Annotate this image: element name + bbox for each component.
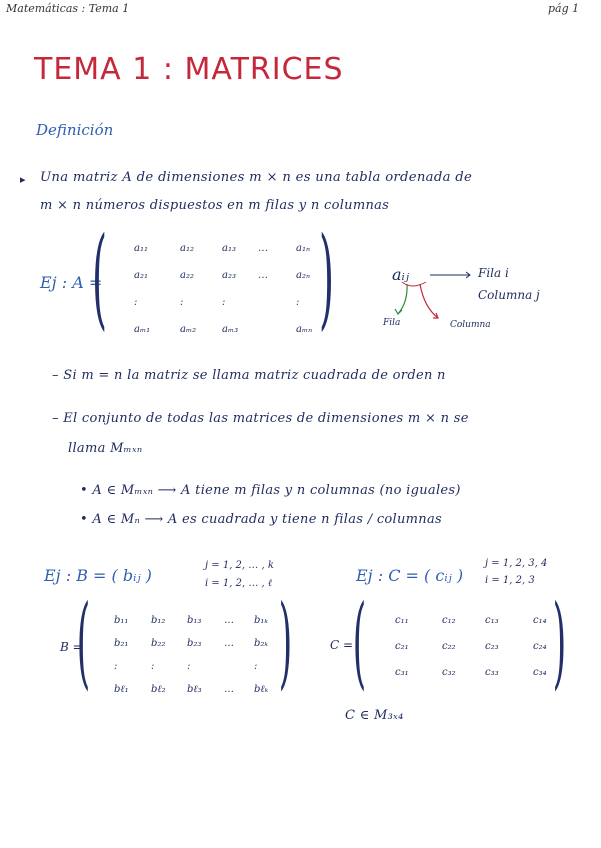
matrix-c-label: C = [330, 638, 354, 652]
definition-line-1: Una matriz A de dimensiones m × n es una tabla ordenada de [40, 170, 473, 185]
matrix-cell: : [296, 297, 300, 308]
matrix-cell: b₁₁ [114, 615, 129, 626]
matrix-cell: b₁₂ [151, 615, 166, 626]
matrix-cell: … [224, 684, 234, 695]
fila-i-label: Fila i [478, 266, 509, 280]
matrix-b-right-paren: ) [278, 583, 293, 700]
matrix-cell: a₁₂ [180, 243, 194, 254]
matrix-cell: aₘ₂ [180, 324, 197, 335]
definition-line-2: m × n números dispuestos en m filas y n columnas [40, 198, 390, 213]
page-title: TEMA 1 : MATRICES [34, 52, 344, 87]
matrix-cell: c₂₂ [442, 641, 456, 652]
note-square-matrix: – Si m = n la matriz se llama matriz cuadrada de orden n [52, 368, 446, 383]
matrix-cell: a₂ₙ [296, 270, 311, 281]
example-c-j-range: j = 1, 2, 3, 4 [485, 558, 548, 569]
matrix-cell: a₂₂ [180, 270, 194, 281]
note-set-line-1: – El conjunto de todas las matrices de dimensiones m × n se [52, 411, 469, 426]
matrix-cell: b₂₁ [114, 638, 129, 649]
page-header-left: Matemáticas : Tema 1 [6, 2, 130, 15]
matrix-c-right-paren: ) [552, 583, 567, 700]
page-number: pág 1 [548, 2, 580, 15]
matrix-cell: aₘ₃ [222, 324, 239, 335]
bullet-mn: • A ∈ Mₙ ⟶ A es cuadrada y tiene n filas / columnas [80, 512, 442, 527]
matrix-cell: bℓₖ [254, 684, 269, 695]
matrix-cell: bℓ₂ [151, 684, 166, 695]
example-b-label: Ej : B = ( bᵢⱼ ) [44, 566, 152, 585]
matrix-cell: a₁₁ [134, 243, 148, 254]
matrix-cell: b₂ₖ [254, 638, 269, 649]
matrix-cell: : [180, 297, 184, 308]
matrix-cell: a₁₃ [222, 243, 236, 254]
matrix-cell: : [114, 661, 118, 672]
matrix-cell: aₘ₁ [134, 324, 151, 335]
example-b-j-range: j = 1, 2, … , k [205, 560, 274, 571]
matrix-cell: c₃₂ [442, 667, 456, 678]
fila-arrow-label: Fila [383, 318, 401, 328]
matrix-cell: a₂₁ [134, 270, 148, 281]
matrix-c-left-paren: ( [352, 583, 367, 700]
matrix-cell: : [222, 297, 226, 308]
matrix-cell: c₁₂ [442, 615, 456, 626]
bullet-arrow-icon: ▸ [20, 173, 26, 186]
matrix-a-right-paren: ) [318, 213, 334, 341]
example-c-i-range: i = 1, 2, 3 [485, 575, 535, 586]
matrix-cell: a₁ₙ [296, 243, 311, 254]
matrix-cell: c₂₄ [533, 641, 547, 652]
matrix-cell: … [258, 243, 268, 254]
matrix-cell: : [187, 661, 191, 672]
aij-element: aᵢⱼ [392, 265, 409, 284]
bullet-mmxn: • A ∈ Mₘₓₙ ⟶ A tiene m filas y n columnas (no iguales) [80, 483, 461, 498]
matrix-cell: aₘₙ [296, 324, 313, 335]
matrix-b-left-paren: ( [76, 583, 91, 700]
columna-j-label: Columna j [478, 288, 540, 302]
matrix-cell: : [151, 661, 155, 672]
matrix-cell: b₁ₖ [254, 615, 269, 626]
note-set-line-2: llama Mₘₓₙ [68, 441, 143, 456]
matrix-c-membership: C ∈ M₃ₓ₄ [345, 708, 404, 723]
matrix-cell: … [258, 270, 268, 281]
matrix-cell: bℓ₁ [114, 684, 129, 695]
matrix-cell: c₂₃ [485, 641, 499, 652]
matrix-cell: b₁₃ [187, 615, 202, 626]
example-b-i-range: i = 1, 2, … , ℓ [205, 578, 273, 589]
matrix-cell: c₂₁ [395, 641, 409, 652]
matrix-a-left-paren: ( [91, 213, 107, 341]
matrix-cell: bℓ₃ [187, 684, 202, 695]
matrix-cell: b₂₂ [151, 638, 166, 649]
matrix-cell: c₁₄ [533, 615, 547, 626]
matrix-cell: c₁₃ [485, 615, 499, 626]
matrix-cell: : [254, 661, 258, 672]
example-c-label: Ej : C = ( cᵢⱼ ) [356, 566, 464, 585]
matrix-cell: c₃₃ [485, 667, 499, 678]
matrix-cell: a₂₃ [222, 270, 236, 281]
matrix-cell: b₂₃ [187, 638, 202, 649]
matrix-cell: c₃₄ [533, 667, 547, 678]
section-heading: Definición [36, 121, 114, 139]
matrix-cell: … [224, 638, 234, 649]
matrix-cell: c₃₁ [395, 667, 409, 678]
matrix-cell: … [224, 615, 234, 626]
matrix-b-label: B = [60, 640, 83, 654]
example-a-label: Ej : A = [40, 273, 103, 292]
matrix-cell: : [134, 297, 138, 308]
columna-arrow-label: Columna [450, 320, 491, 330]
matrix-cell: c₁₁ [395, 615, 409, 626]
